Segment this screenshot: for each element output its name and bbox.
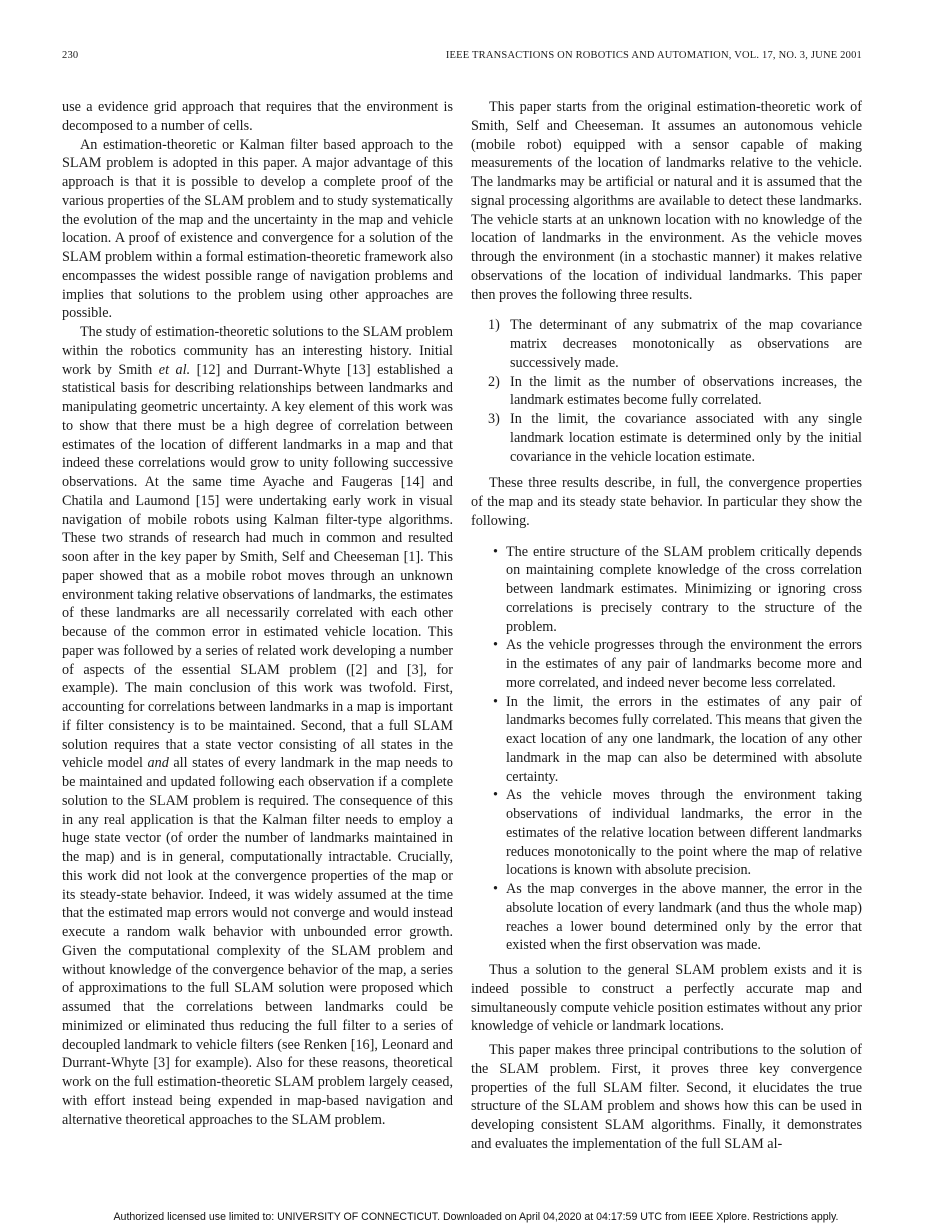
list-text: As the vehicle moves through the environment taking observations of individual landmarks, the error in the estimates of the relative location between different landmarks reduces monotonically to the point where the map of relative locations is known with absolute precision. bbox=[506, 787, 862, 879]
list-text: In the limit, the errors in the estimates of any pair of landmarks becomes fully correlated. This means that given the exact location of any one landmark, the location of any other landmark in the map can also be determined with absolute certainty. bbox=[506, 693, 862, 785]
list-item bbox=[471, 543, 862, 637]
paragraph: These three results describe, in full, the convergence properties of the map and its steady state behavior. In particular they show the following. bbox=[471, 475, 862, 529]
bullet-icon: • bbox=[493, 787, 498, 804]
left-column bbox=[62, 98, 453, 1129]
list-item bbox=[471, 316, 862, 372]
results-list bbox=[471, 316, 862, 466]
paragraph: Thus a solution to the general SLAM problem exists and it is indeed possible to construct a perfectly accurate map and simultaneously compute vehicle position estimates without any prior knowledge of vehicle or landmark locations. bbox=[471, 962, 862, 1035]
text-run: [12] and Durrant-Whyte [13] established a statistical basis for describing relationships between landmarks and manipulating geometric uncertainty. A key element of this work was to show that there must be a high degree of correlation between estimates of the location of different landmarks in a map and that indeed these correlations would grow to unity following successive observations. At the same time Ayache and Faugeras [14] and Chatila and Laumond [15] were undertaking early work in visual navigation of mobile robots using Kalman filter-type algorithms. These two strands of research had much in common and resulted soon after in the key paper by Smith, Self and Cheeseman [1]. This paper showed that as a mobile robot moves through an unknown environment taking relative observations of landmarks, the estimates of these landmarks are all necessarily correlated with each other because of the common error in estimated vehicle location. This paper was followed by a series of related work developing a number of aspects of the essential SLAM problem ([2] and [3], for example). The main conclusion of this work was twofold. First, accounting for correlations between landmarks in a map is important if filter consistency is to be maintained. Second, that a full SLAM solution requires that a state vector consisting of all states in the vehicle model bbox=[62, 361, 453, 772]
paragraph-history bbox=[62, 323, 453, 1129]
paragraph: use a evidence grid approach that requires that the environment is decomposed to a number of cells. bbox=[62, 99, 453, 134]
list-item bbox=[471, 786, 862, 880]
text-run: all states of every landmark in the map needs to be maintained and updated following each observation if a complete solution to the SLAM problem is required. The consequence of this in any real application is that the Kalman filter needs to employ a huge state vector (of order the number of landmarks maintained in the map) and is in general, computationally intractable. Crucially, this work did not look at the convergence properties of the map or its steady-state behavior. Indeed, it was widely assumed at the time that the estimated map errors would not converge and would instead execute a random walk behavior with unbounded error growth. Given the computational complexity of the SLAM problem and without knowledge of the convergence behavior of the map, a series of approximations to the full SLAM solution were proposed which assumed that the correlations between landmarks could be minimized or eliminated thus reducing the full filter to a series of decoupled landmark to vehicle filters (see Renken [16], Leonard and Durrant-Whyte [3] for example). Also for these reasons, theoretical work on the full estimation-theoretic SLAM problem largely ceased, with effort instead being expended in map-based navigation and alternative theoretical approaches to the SLAM problem. bbox=[62, 755, 453, 1128]
list-text: In the limit as the number of observations increases, the landmark estimates become fully correlated. bbox=[510, 373, 862, 409]
list-item bbox=[471, 373, 862, 411]
list-number: 1) bbox=[488, 317, 500, 334]
license-footer: Authorized licensed use limited to: UNIVERSITY OF CONNECTICUT. Downloaded on April 04,2020 at 04:17:59 UTC from IEEE Xplore. Restrictions apply. bbox=[113, 1211, 839, 1223]
list-item bbox=[471, 636, 862, 692]
bullet-icon: • bbox=[493, 637, 498, 654]
list-text: As the vehicle progresses through the environment the errors in the estimates of any pair of landmarks become more and more correlated, and indeed never become less correlated. bbox=[506, 637, 862, 691]
italic-etal: et al. bbox=[158, 361, 191, 378]
list-item bbox=[471, 880, 862, 955]
page-number: 230 bbox=[62, 50, 79, 61]
paragraph: An estimation-theoretic or Kalman filter based approach to the SLAM problem is adopted in this paper. A major advantage of this approach is that it is possible to develop a complete proof of the various properties of the SLAM problem and to study systematically the evolution of the map and the uncertainty in the map and vehicle location. A proof of existence and convergence for a solution of the SLAM problem within a formal estimation-theoretic framework also encompasses the widest possible range of navigation problems and implies that solutions to the problem using other approaches are possible. bbox=[62, 136, 453, 322]
paragraph: This paper starts from the original estimation-theoretic work of Smith, Self and Cheeseman. It assumes an autonomous vehicle (mobile robot) equipped with a sensor capable of making measurements of the location of landmarks relative to the vehicle. The landmarks may be artificial or natural and it is assumed that the signal processing algorithms are available to detect these landmarks. The vehicle starts at an unknown location with no knowledge of the location of landmarks in the environment. As the vehicle moves through the environment (in a stochastic manner) it makes relative observations of the location of individual landmarks. This paper then proves the following three results. bbox=[471, 99, 862, 303]
bullet-icon: • bbox=[493, 881, 498, 897]
list-item bbox=[471, 693, 862, 787]
bullet-icon: • bbox=[493, 693, 498, 710]
list-item bbox=[471, 410, 862, 466]
bullet-icon: • bbox=[493, 543, 498, 560]
journal-title: IEEE TRANSACTIONS ON ROBOTICS AND AUTOMATION, VOL. 17, NO. 3, JUNE 2001 bbox=[445, 50, 862, 61]
list-number: 2) bbox=[488, 373, 500, 390]
list-text: As the map converges in the above manner, the error in the absolute location of every landmark (and thus the whole map) reaches a lower bound determined only by the error that existed when the first observation was made. bbox=[506, 881, 862, 954]
right-column bbox=[471, 98, 862, 1154]
list-text: The determinant of any submatrix of the map covariance matrix decreases monotonically as observations are successively made. bbox=[510, 317, 862, 371]
text-run: The study of estimation-theoretic solutions to the SLAM problem within the robotics community has an interesting history. Initial work by Smith bbox=[62, 324, 453, 378]
paragraph: This paper makes three principal contributions to the solution of the SLAM problem. First, it proves three key convergence properties of the full SLAM filter. Second, it elucidates the true structure of the SLAM problem and shows how this can be used in developing consistent SLAM algorithms. Finally, it demonstrates and evaluates the implementation of the full SLAM al- bbox=[471, 1042, 862, 1152]
page-header bbox=[62, 50, 862, 66]
list-number: 3) bbox=[488, 411, 500, 427]
list-text: In the limit, the covariance associated with any single landmark location estimate is determined only by the initial covariance in the vehicle location estimate. bbox=[510, 411, 862, 465]
italic-and: and bbox=[147, 755, 169, 772]
list-text: The entire structure of the SLAM problem critically depends on maintaining complete knowledge of the cross correlation between landmark estimates. Minimizing or ignoring cross correlations is precisely contrary to the structure of the problem. bbox=[506, 543, 862, 635]
bullet-list bbox=[471, 543, 862, 956]
